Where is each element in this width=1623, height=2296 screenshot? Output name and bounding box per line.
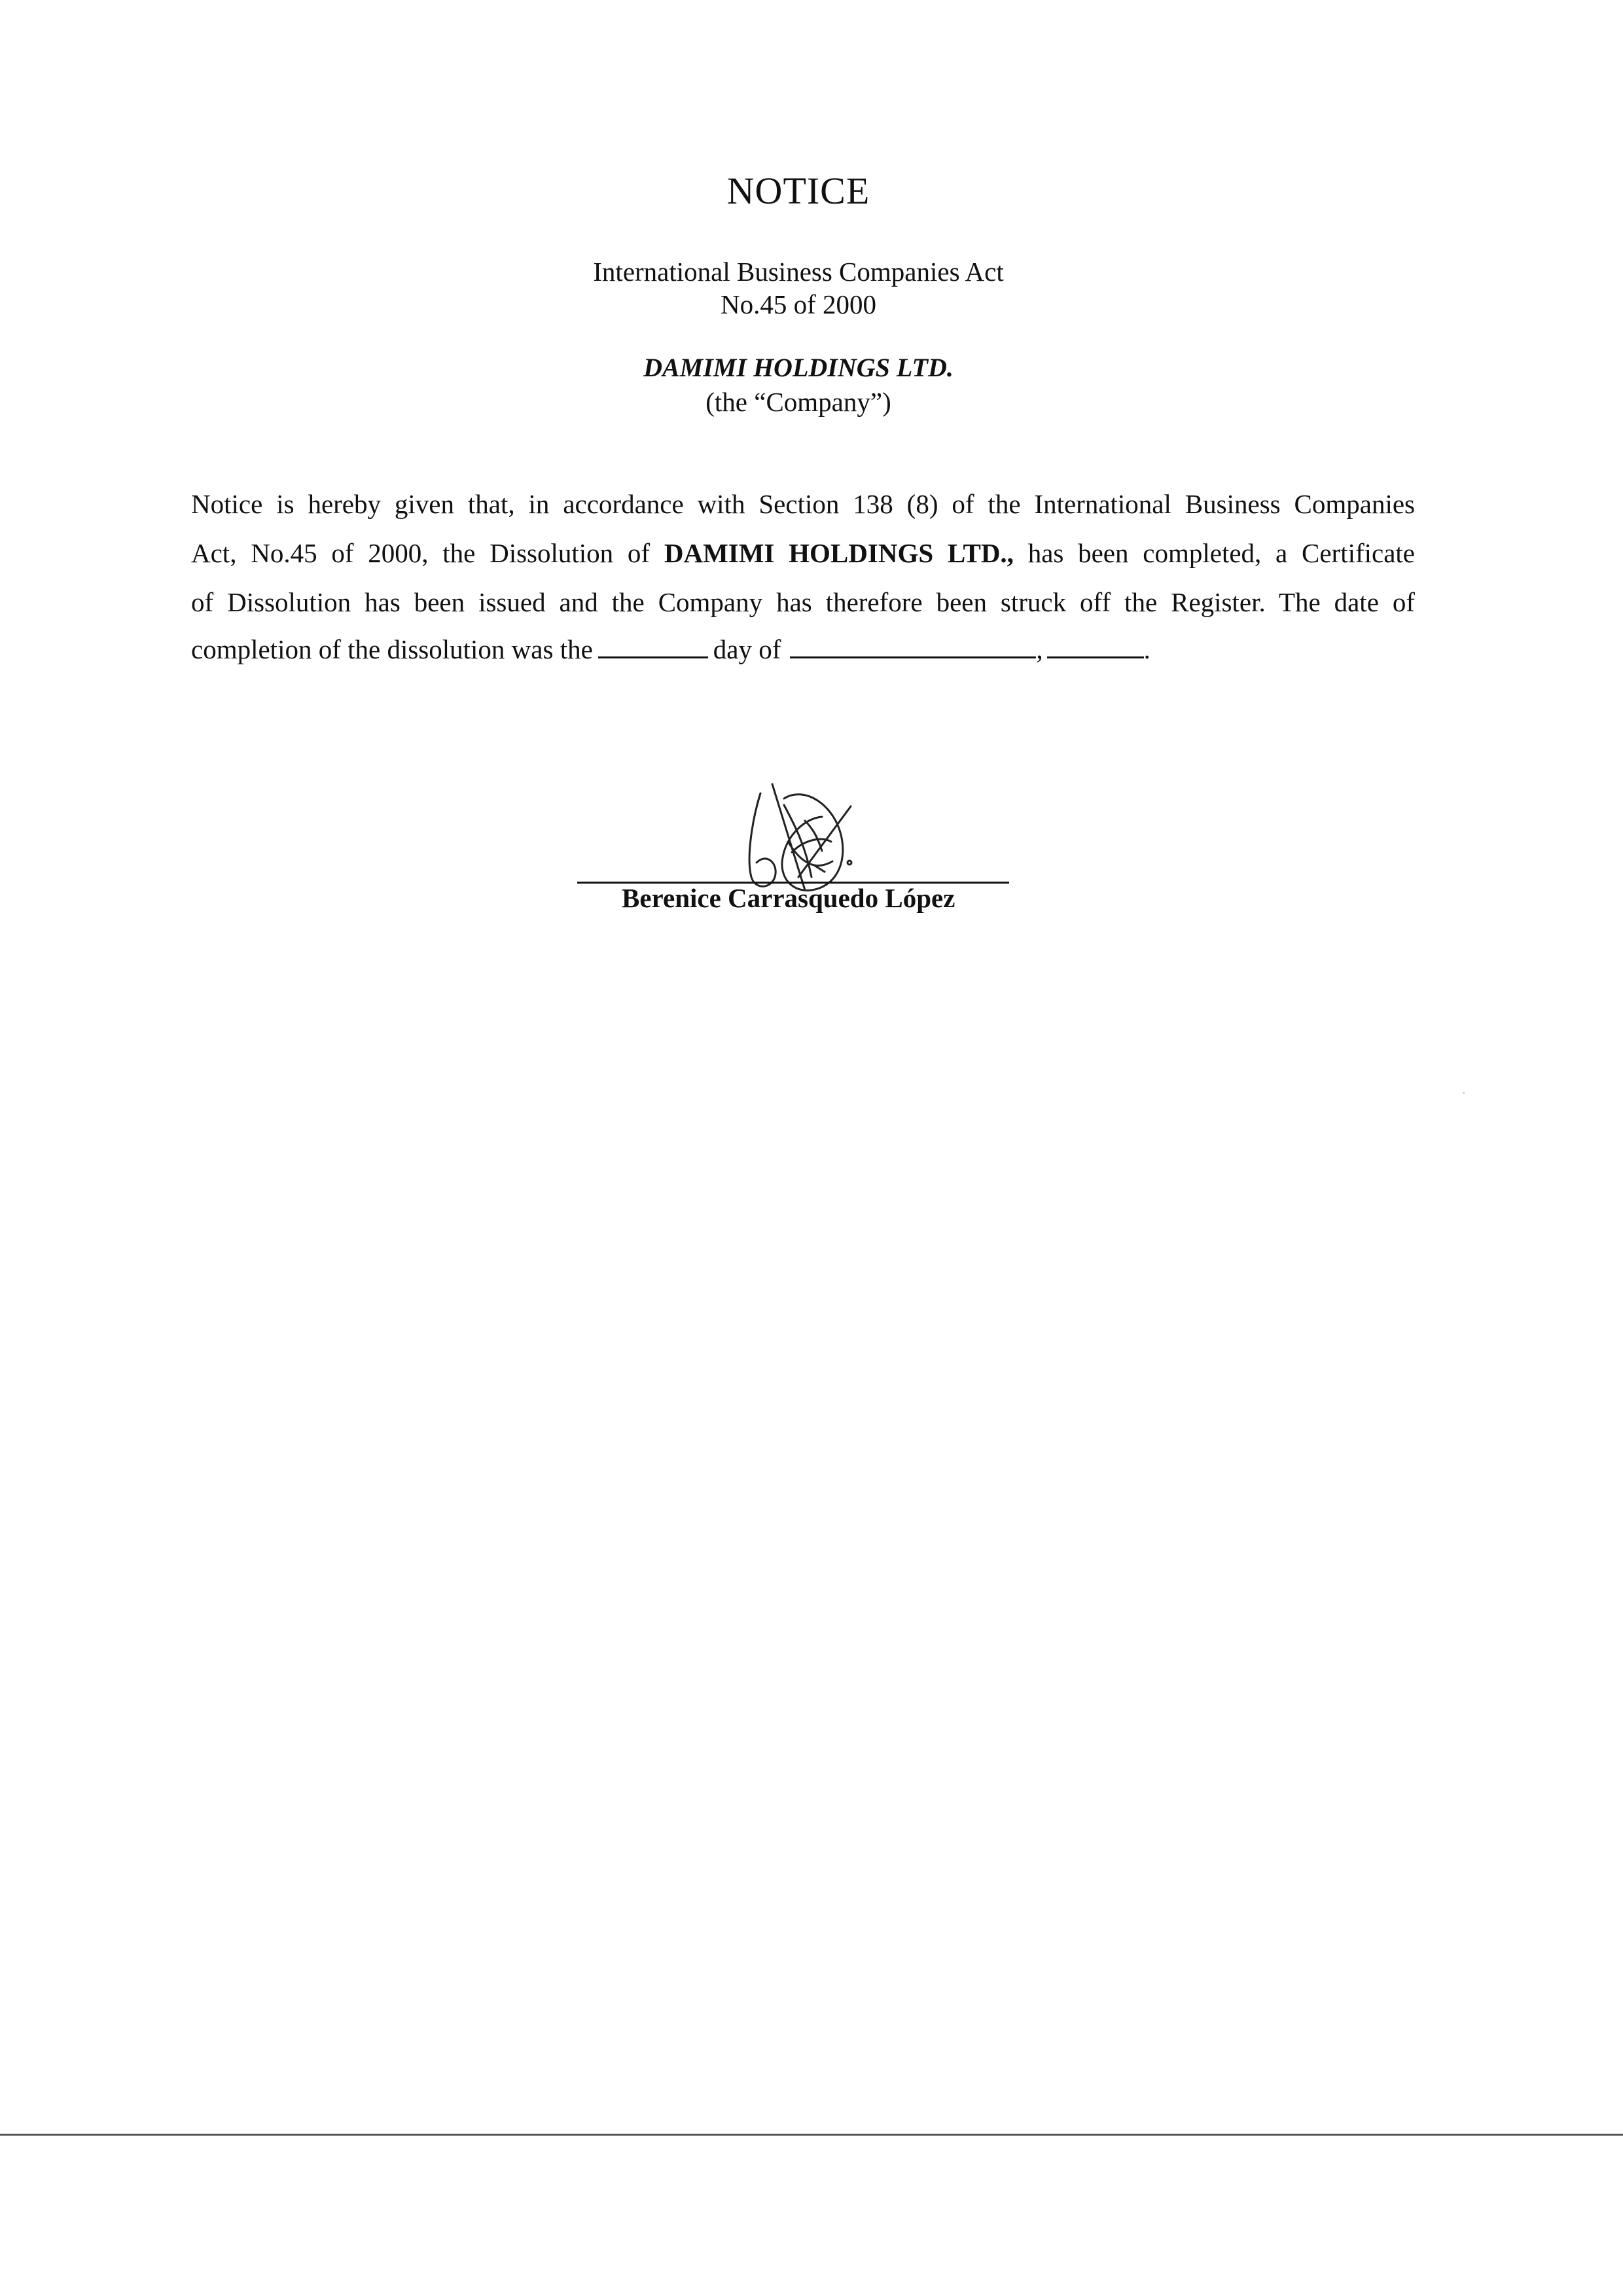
month-blank xyxy=(790,656,1036,658)
signer-name: Berenice Carrasquedo López xyxy=(622,883,955,913)
period: . xyxy=(1143,634,1150,664)
day-blank xyxy=(598,656,708,658)
company-name-inline: DAMIMI HOLDINGS LTD., xyxy=(664,538,1014,568)
company-name-heading: DAMIMI HOLDINGS LTD. xyxy=(643,353,954,382)
act-number: No.45 of 2000 xyxy=(720,289,876,319)
footer-rule xyxy=(0,2134,1623,2136)
notice-body-text: Act, No.45 of 2000, the Dissolution of xyxy=(191,538,651,568)
notice-body-line-3: of Dissolution has been issued and the Company has therefore been struck off the Register. The date of xyxy=(191,587,1415,617)
scan-speck xyxy=(1463,1092,1465,1094)
notice-title: NOTICE xyxy=(726,170,870,212)
notice-body-line-4 xyxy=(191,633,1415,666)
company-alias: (the “Company”) xyxy=(705,387,891,417)
year-blank xyxy=(1047,656,1144,658)
notice-body-text: completion of the dissolution was the xyxy=(191,634,593,664)
notice-body-text: day of xyxy=(713,634,781,664)
act-title: International Business Companies Act xyxy=(593,257,1004,287)
comma: , xyxy=(1036,634,1043,664)
notice-body-line-1: Notice is hereby given that, in accordance with Section 138 (8) of the International Business Companies xyxy=(191,489,1415,519)
notice-body-text: has been completed, a Certificate xyxy=(1027,538,1416,568)
notice-body-line-2 xyxy=(191,537,1415,569)
